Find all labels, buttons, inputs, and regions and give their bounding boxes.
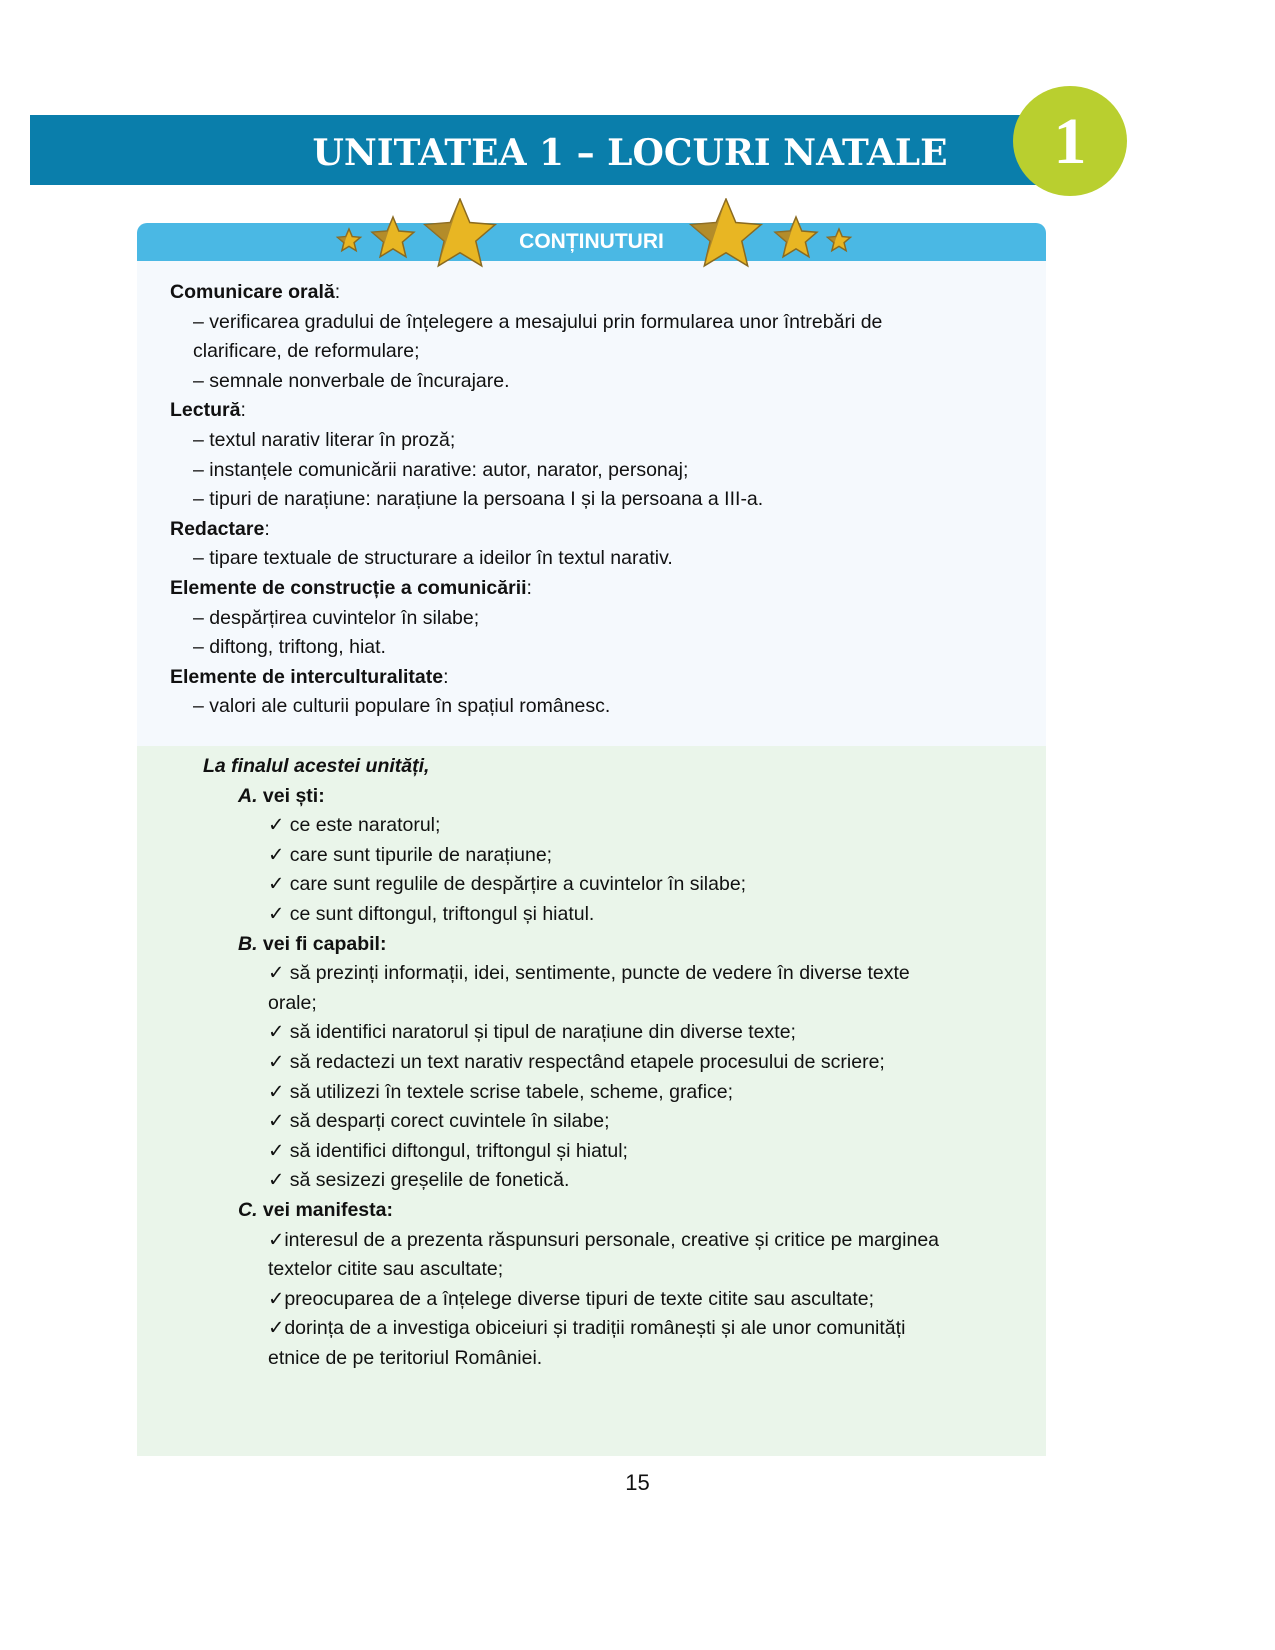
objective-item: ✓ ce este naratorul; (268, 814, 441, 837)
objective-item: ✓ să sesizezi greșelile de fonetică. (268, 1169, 570, 1192)
group-title: vei ști: (262, 784, 325, 807)
contents-label: CONȚINUTURI (519, 230, 664, 253)
objective-item: ✓dorința de a investiga obiceiuri și tradiții românești și ale unor comunități (268, 1317, 906, 1340)
content-item: – textul narativ literar în proză; (193, 429, 456, 451)
colon: : (264, 517, 270, 540)
contents-section (137, 261, 1046, 746)
section-heading-text: Redactare (170, 517, 265, 540)
section-heading-text: Elemente de interculturalitate (170, 665, 444, 688)
objectives-intro: La finalul acestei unități, (203, 755, 430, 777)
objective-item: ✓ să redactezi un text narativ respectând etapele procesului de scriere; (268, 1051, 885, 1073)
objective-group-heading (238, 930, 386, 960)
objective-item: orale; (268, 991, 317, 1014)
content-item: – diftong, triftong, hiat. (193, 636, 386, 659)
content-item: – verificarea gradului de înțelegere a mesajului prin formularea unor întrebări de (193, 310, 883, 333)
section-heading (170, 278, 340, 308)
section-heading-text: Elemente de construcție a comunicării (170, 577, 527, 599)
objective-item: ✓ ce sunt diftongul, triftongul și hiatul. (268, 903, 595, 925)
objective-item: ✓ să desparți corect cuvintele în silabe; (268, 1110, 610, 1133)
colon: : (526, 577, 532, 599)
content-item: – despărțirea cuvintelor în silabe; (193, 606, 480, 629)
page-number: 15 (625, 1470, 650, 1495)
objectives-section (137, 746, 1046, 1456)
content-item: clarificare, de reformulare; (193, 340, 420, 363)
section-heading-text: Lectură (170, 399, 241, 422)
content-item: – instanțele comunicării narative: autor, narator, personaj; (193, 458, 689, 481)
section-heading (170, 515, 270, 545)
objective-item: ✓ care sunt tipurile de narațiune; (268, 843, 553, 866)
objective-item: etnice de pe teritoriul României. (268, 1347, 543, 1369)
objective-item: ✓ să identifici diftongul, triftongul și hiatul; (268, 1139, 628, 1162)
objective-item: ✓ să prezinți informații, idei, sentimente, puncte de vedere în diverse texte (268, 962, 910, 985)
section-heading (170, 396, 246, 426)
colon: : (240, 399, 246, 422)
section-heading (170, 574, 532, 604)
contents-box (137, 223, 1046, 1456)
objective-group-heading (238, 782, 325, 812)
objective-item: ✓ care sunt regulile de despărțire a cuvintelor în silabe; (268, 873, 747, 896)
unit-number-badge: 1 (1013, 86, 1127, 196)
objective-item: ✓ să utilizezi în textele scrise tabele, scheme, grafice; (268, 1080, 734, 1103)
group-letter: C. (238, 1199, 258, 1221)
objective-group-heading (238, 1196, 393, 1226)
section-heading-text: Comunicare orală (170, 281, 335, 303)
content-item: – valori ale culturii populare în spațiul românesc. (193, 695, 611, 718)
objective-item: ✓preocuparea de a înțelege diverse tipuri de texte citite sau ascultate; (268, 1287, 875, 1310)
content-item: – tipuri de narațiune: narațiune la persoana I și la persoana a III-a. (193, 488, 764, 511)
objective-item: ✓ să identifici naratorul și tipul de narațiune din diverse texte; (268, 1021, 796, 1044)
section-heading (170, 663, 449, 693)
colon: : (443, 665, 449, 688)
objective-item: textelor citite sau ascultate; (268, 1258, 504, 1281)
group-title: vei fi capabil: (262, 932, 387, 955)
content-item: – tipare textuale de structurare a ideilor în textul narativ. (193, 547, 673, 570)
group-title: vei manifesta: (262, 1199, 393, 1221)
content-item: – semnale nonverbale de încurajare. (193, 369, 510, 392)
objective-item: ✓interesul de a prezenta răspunsuri personale, creative și critice pe marginea (268, 1228, 940, 1251)
colon: : (334, 281, 341, 303)
group-letter: B. (238, 932, 258, 955)
group-letter: A. (238, 784, 258, 807)
unit-title: UNITATEA 1 – LOCURI NATALE (312, 132, 948, 174)
